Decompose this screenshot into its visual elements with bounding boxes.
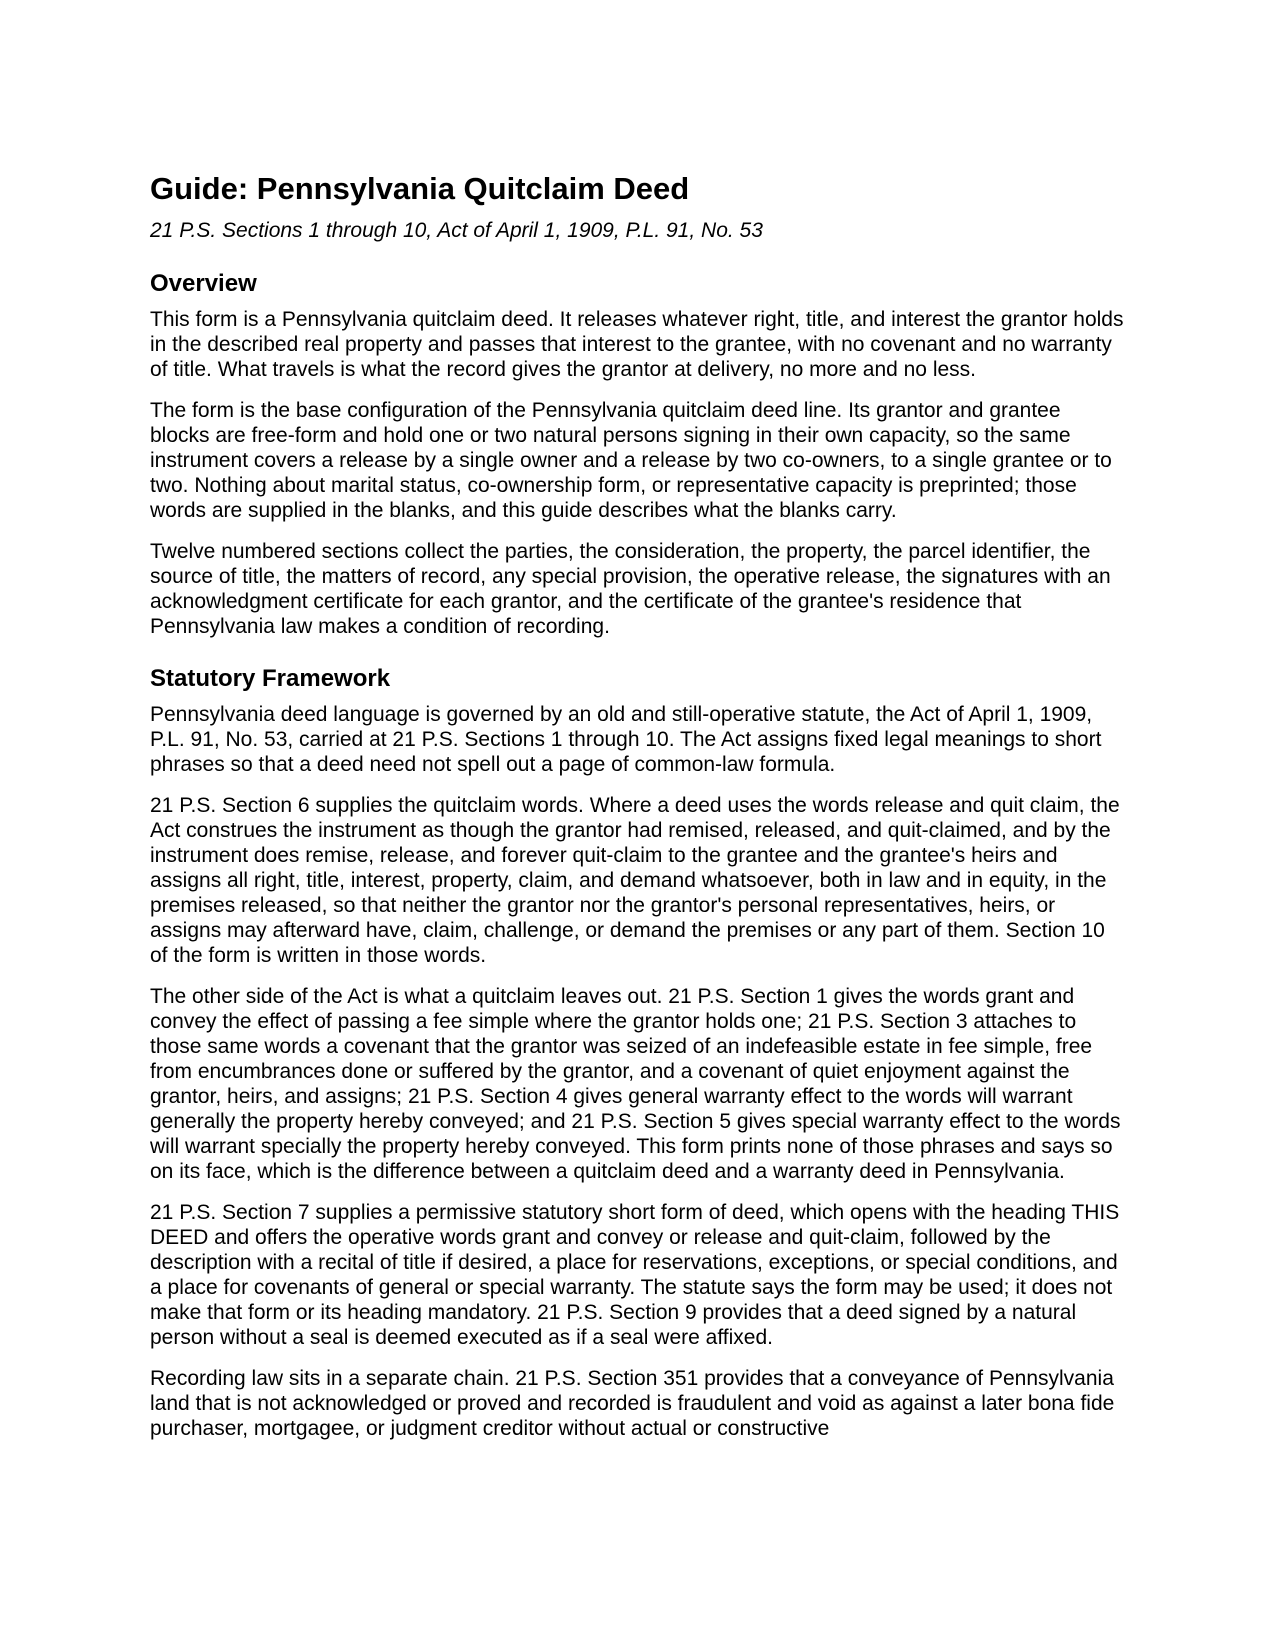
section-overview: [150, 269, 1125, 639]
document-page: [150, 170, 1125, 1441]
section-heading-statutory-framework: Statutory Framework: [150, 665, 391, 692]
paragraph: This form is a Pennsylvania quitclaim deed. It releases whatever right, title, and interest the grantor holds in the described real property and passes that interest to the grantee, with no covenant and no warranty of title. What travels is what the record gives the grantor at delivery, no more and no less.: [150, 308, 1124, 381]
paragraph: Pennsylvania deed language is governed by an old and still-operative statute, the Act of April 1, 1909, P.L. 91, No. 53, carried at 21 P.S. Sections 1 through 10. The Act assigns fixed legal meanings to short phrases so that a deed need not spell out a page of common-law formula.: [150, 703, 1102, 776]
paragraph: The form is the base configuration of the Pennsylvania quitclaim deed line. Its grantor and grantee blocks are free-form and hold one or two natural persons signing in their own capacity, so the same instrument covers a release by a single owner and a release by two co-owners, to a single grantee or to two. Nothing about marital status, co-ownership form, or representative capacity is preprinted; those words are supplied in the blanks, and this guide describes what the blanks carry.: [150, 399, 1112, 522]
section-statutory-framework: [150, 664, 1125, 1441]
paragraph: Twelve numbered sections collect the parties, the consideration, the property, the parcel identifier, the source of title, the matters of record, any special provision, the operative release, the signatures with an acknowledgment certificate for each grantor, and the certificate of the grantee's residence that Pennsylvania law makes a condition of recording.: [150, 540, 1111, 638]
paragraph: 21 P.S. Section 7 supplies a permissive statutory short form of deed, which opens with the heading THIS DEED and offers the operative words grant and convey or release and quit-claim, followed by the description with a recital of title if desired, a place for reservations, exceptions, or special conditions, and a place for covenants of general or special warranty. The statute says the form may be used; it does not make that form or its heading mandatory. 21 P.S. Section 9 provides that a deed signed by a natural person without a seal is deemed executed as if a seal were affixed.: [150, 1201, 1120, 1349]
document-subtitle: 21 P.S. Sections 1 through 10, Act of April 1, 1909, P.L. 91, No. 53: [150, 219, 763, 242]
paragraph: Recording law sits in a separate chain. 21 P.S. Section 351 provides that a conveyance of Pennsylvania land that is not acknowledged or proved and recorded is fraudulent and void as against a later bona fide purchaser, mortgagee, or judgment creditor without actual or constructive: [150, 1367, 1115, 1440]
section-heading-overview: Overview: [150, 270, 257, 297]
paragraph: 21 P.S. Section 6 supplies the quitclaim words. Where a deed uses the words release and quit claim, the Act construes the instrument as though the grantor had remised, released, and quit-claimed, and by the instrument does remise, release, and forever quit-claim to the grantee and the grantee's heirs and assigns all right, title, interest, property, claim, and demand whatsoever, both in law and in equity, in the premises released, so that neither the grantor nor the grantor's personal representatives, heirs, or assigns may afterward have, claim, challenge, or demand the premises or any part of them. Section 10 of the form is written in those words.: [150, 794, 1120, 967]
paragraph: The other side of the Act is what a quitclaim leaves out. 21 P.S. Section 1 gives the words grant and convey the effect of passing a fee simple where the grantor holds one; 21 P.S. Section 3 attaches to those same words a covenant that the grantor was seized of an indefeasible estate in fee simple, free from encumbrances done or suffered by the grantor, and a covenant of quiet enjoyment against the grantor, heirs, and assigns; 21 P.S. Section 4 gives general warranty effect to the words will warrant generally the property hereby conveyed; and 21 P.S. Section 5 gives special warranty effect to the words will warrant specially the property hereby conveyed. This form prints none of those phrases and says so on its face, which is the difference between a quitclaim deed and a warranty deed in Pennsylvania.: [150, 985, 1121, 1183]
document-title: Guide: Pennsylvania Quitclaim Deed: [150, 171, 690, 206]
